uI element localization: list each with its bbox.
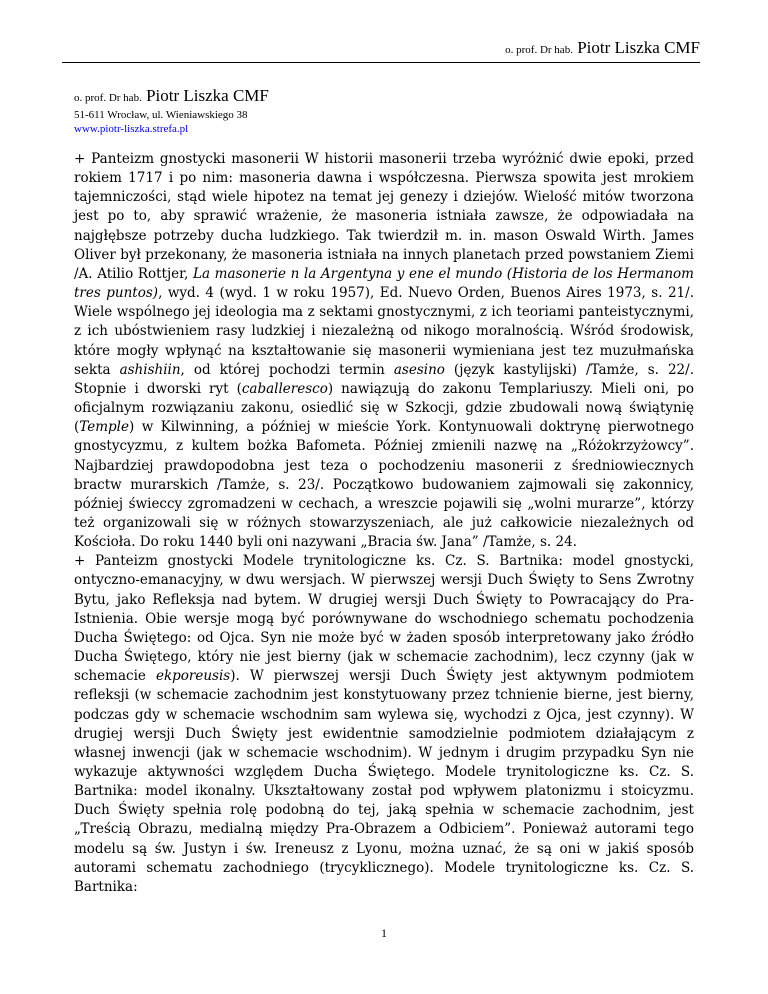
author-website-link[interactable]: www.piotr-liszka.strefa.pl — [74, 123, 189, 135]
author-title-prefix: o. prof. Dr hab. — [74, 92, 142, 104]
header-divider — [62, 62, 700, 63]
body-text-segment: + Panteizm gnostycki masonerii W historii masonerii trzeba wyróżnić dwie epoki, przed rokiem 1717 i po nim: masoneria dawna i współczesna. Pierwsza spowita jest mrokiem tajemniczości, stąd wiele hipotez na temat jej genezy i dziejów. Wielość mitów tworzona jest po to, aby sprawić wrażenie, że masoneria istniała zawsze, że odpowiadała na najgłębsze potrzeby ducha ludzkiego. Tak twierdził m. in. mason Oswald Wirth. James Oliver był przekonany, że masoneria istniała na innych planetach przed powstaniem Ziemi /A. Atilio Rottjer, — [74, 151, 694, 282]
italic-citation-text: asesino — [393, 361, 445, 378]
body-text-segment: , od której pochodzi termin — [180, 361, 394, 378]
page-number: 1 — [381, 926, 387, 940]
body-text — [74, 150, 694, 897]
header-author-name: Piotr Liszka CMF — [577, 38, 700, 57]
author-address: 51-611 Wrocław, ul. Wieniawskiego 38 — [74, 109, 248, 121]
body-text-segment: ) w Kilwinning, a później w mieście York. Kontynuowali doktrynę pierwotnego gnostycyzmu, z kultem bożka Bafometa. Później zmienili nazwę na „Różokrzyżowcy”. Najbardziej prawdopodobna jest teza o pochodzeniu masonerii z średniowiecznych bractw murarskich /Tamże, s. 23/. Początkowo budowaniem zajmowali się zakonnicy, później świeccy zgromadzeni w cechach, a wreszcie pojawili się „wolni murarze”, którzy też organizowali się w różnych stowarzyszeniach, ale już całkowicie niezależnych od Kościoła. Do roku 1440 byli oni nazywani „Bracia św. Jana” /Tamże, s. 24. — [74, 419, 694, 551]
italic-citation-text: La masonerie n la Argentyna y ene el mundo (Historia de los Hermanom tres puntos) — [74, 265, 694, 302]
italic-citation-text: ashishiin — [119, 361, 181, 378]
body-text-segment: ). W pierwszej wersji Duch Święty jest aktywnym podmiotem refleksji (w schemacie zachodnim jest konstytuowany przez tchnienie bierne, jest bierny, podczas gdy w schemacie wschodnim sam wylewa się, wychodzi z Ojca, jest czynny). W drugiej wersji Duch Święty jest ewidentnie samodzielnie podmiotem działającym z własnej inwencji (jak w schemacie wschodnim). W jednym i drugim przypadku Syn nie wykazuje aktywności względem Ducha Świętego. Modele trynitologiczne ks. Cz. S. Bartnika: model ikonalny. Ukształtowany został pod wpływem platonizmu i stoicyzmu. Duch Święty spełnia rolę podobną do tej, jaką spełnia w schemacie zachodnim, jest „Treścią Obrazu, medialną między Pra-Obrazem a Odbiciem”. Ponieważ autorami tego modelu są św. Justyn i św. Ireneusz z Lyonu, można uznać, że są oni w jakiś sposób autorami schematu zachodniego (trycyklicznego). Modele trynitologiczne ks. Cz. S. Bartnika: — [74, 668, 694, 895]
body-text-segment: ) nawiązują do zakonu Templariuszy. Mieli oni, po oficjalnym rozwiązaniu zakonu, osiedlić się w Szkocji, gdzie zbudowali nową świątynię ( — [74, 380, 694, 436]
author-line — [74, 86, 269, 108]
italic-citation-text: Temple — [79, 419, 129, 436]
author-block — [74, 86, 269, 136]
header-title-prefix: o. prof. Dr hab. — [505, 44, 573, 56]
author-name: Piotr Liszka CMF — [146, 86, 269, 105]
running-header — [505, 38, 700, 58]
italic-citation-text: caballeresco — [241, 380, 328, 397]
italic-citation-text: ekporeusis — [155, 668, 231, 685]
body-text-segment: + Panteizm gnostycki Modele trynitologiczne ks. Cz. S. Bartnika: model gnostycki, ontyczno-emanacyjny, w dwu wersjach. W pierwszej wersji Duch Święty to Sens Zwrotny Bytu, jako Refleksja nad bytem. W drugiej wersji Duch Święty to Powracający do Pra-Istnienia. Obie wersje mogą być porównywane do wschodniego schematu pochodzenia Ducha Świętego: od Ojca. Syn nie może być w żaden sposób interpretowany jako źródło Ducha Świętego, który nie jest bierny (jak w schemacie zachodnim), lecz czynny (jak w schemacie — [74, 553, 694, 685]
body-text-segment: , wyd. 4 (wyd. 1 w roku 1957), Ed. Nuevo Orden, Buenos Aires 1973, s. 21/. Wiele wspólnego jej ideologia ma z sektami gnostycznymi, z ich teoriami panteistycznymi, z ich ubóstwieniem rasy ludzkiej i niezależną od nikogo moralnością. Wśród środowisk, które mogły wpłynąć na kształtowanie się masonerii wymieniana jest tez muzułmańska sekta — [74, 285, 694, 378]
body-text-segment: (język kastylijski) /Tamże, s. 22/. Stopnie i dworski ryt ( — [74, 361, 694, 397]
